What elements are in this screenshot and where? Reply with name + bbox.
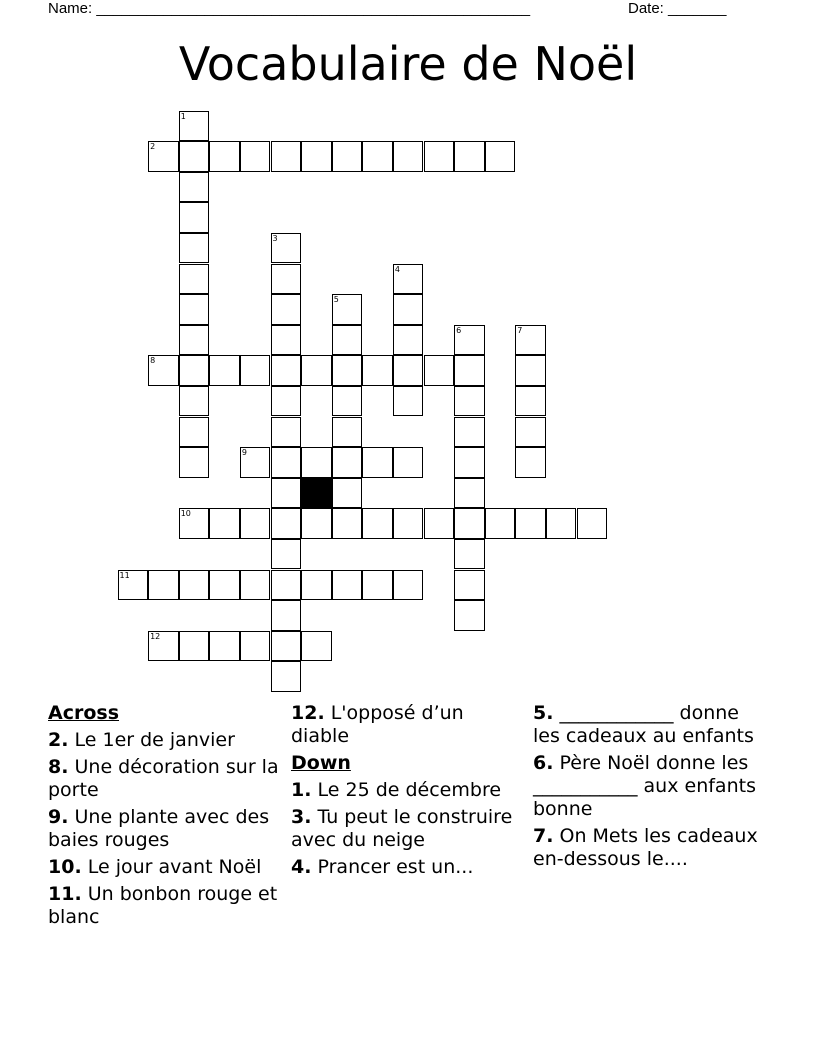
grid-cell[interactable]: [332, 508, 363, 539]
clue-down-1: [291, 779, 523, 802]
grid-cell[interactable]: [271, 508, 302, 539]
clue-number: 9.: [48, 806, 69, 828]
grid-cell[interactable]: [393, 294, 424, 325]
grid-cell[interactable]: [424, 141, 455, 172]
clues-column-1: [48, 702, 280, 933]
grid-cell[interactable]: [393, 570, 424, 601]
clue-number-label: 1: [180, 111, 186, 121]
grid-block: [301, 478, 332, 509]
grid-cell[interactable]: [454, 325, 485, 356]
clue-number-label: 5: [333, 295, 339, 305]
grid-cell[interactable]: [271, 447, 302, 478]
grid-cell[interactable]: [546, 508, 577, 539]
clue-text: Père Noël donne les ___________ aux enfants bonne: [533, 752, 756, 820]
clue-number: 12.: [291, 702, 325, 724]
clue-number: 3.: [291, 806, 312, 828]
grid-cell[interactable]: [454, 478, 485, 509]
grid-cell[interactable]: [332, 325, 363, 356]
grid-cell[interactable]: [454, 447, 485, 478]
clue-number: 11.: [48, 883, 82, 905]
grid-cell[interactable]: [271, 386, 302, 417]
grid-cell[interactable]: [515, 325, 546, 356]
grid-cell[interactable]: [301, 631, 332, 662]
grid-cell[interactable]: [271, 294, 302, 325]
grid-cell[interactable]: [454, 141, 485, 172]
grid-cell[interactable]: [271, 417, 302, 448]
grid-cell[interactable]: [271, 539, 302, 570]
grid-cell[interactable]: [515, 355, 546, 386]
clue-number: 7.: [533, 825, 554, 847]
grid-cell[interactable]: [271, 233, 302, 264]
grid-cell[interactable]: [393, 325, 424, 356]
grid-cell[interactable]: [271, 478, 302, 509]
clue-text: L'opposé d’un diable: [291, 702, 464, 747]
grid-cell[interactable]: [271, 355, 302, 386]
grid-cell[interactable]: [301, 570, 332, 601]
clue-text: Le jour avant Noël: [87, 856, 262, 878]
grid-cell[interactable]: [393, 355, 424, 386]
grid-cell[interactable]: [393, 264, 424, 295]
clue-number-label: 3: [272, 233, 278, 243]
clue-across-12: [291, 702, 523, 748]
grid-cell[interactable]: [485, 141, 516, 172]
grid-cell[interactable]: [362, 508, 393, 539]
grid-cell[interactable]: [515, 386, 546, 417]
grid-cell[interactable]: [362, 447, 393, 478]
grid-cell[interactable]: [454, 600, 485, 631]
clue-number-label: 6: [456, 325, 462, 335]
grid-cell[interactable]: [577, 508, 608, 539]
grid-cell[interactable]: [179, 325, 210, 356]
grid-cell[interactable]: [454, 570, 485, 601]
grid-cell[interactable]: [393, 447, 424, 478]
grid-cell[interactable]: [271, 631, 302, 662]
grid-cell[interactable]: [271, 570, 302, 601]
grid-cell[interactable]: [179, 386, 210, 417]
clue-text: Tu peut le construire avec du neige: [291, 806, 513, 851]
down-heading: Down: [291, 752, 351, 774]
grid-cell[interactable]: [301, 141, 332, 172]
clue-text: Une décoration sur la porte: [48, 756, 279, 801]
grid-cell[interactable]: [271, 264, 302, 295]
clue-number: 5.: [533, 702, 554, 724]
grid-cell[interactable]: [362, 141, 393, 172]
date-field-label[interactable]: Date: _______: [628, 0, 727, 17]
grid-cell[interactable]: [179, 141, 210, 172]
clue-number-label: 8: [150, 356, 156, 366]
grid-cell[interactable]: [209, 508, 240, 539]
clue-number: 8.: [48, 756, 69, 778]
across-heading: Across: [48, 702, 120, 724]
grid-cell[interactable]: [179, 447, 210, 478]
clue-number: 6.: [533, 752, 554, 774]
clue-number-label: 2: [150, 142, 156, 152]
grid-cell[interactable]: [301, 355, 332, 386]
grid-cell[interactable]: [209, 355, 240, 386]
grid-cell[interactable]: [393, 141, 424, 172]
grid-cell[interactable]: [179, 508, 210, 539]
clue-across-8: [48, 756, 280, 802]
grid-cell[interactable]: [271, 141, 302, 172]
grid-cell[interactable]: [301, 447, 332, 478]
clue-across-9: [48, 806, 280, 852]
grid-cell[interactable]: [332, 141, 363, 172]
grid-cell[interactable]: [179, 202, 210, 233]
grid-cell[interactable]: [179, 264, 210, 295]
grid-cell[interactable]: [332, 417, 363, 448]
grid-cell[interactable]: [240, 631, 271, 662]
grid-cell[interactable]: [209, 570, 240, 601]
clue-across-11: [48, 883, 280, 929]
grid-cell[interactable]: [485, 508, 516, 539]
clue-number: 2.: [48, 729, 69, 751]
clues-section: [0, 702, 816, 1002]
grid-cell[interactable]: [179, 111, 210, 142]
grid-cell[interactable]: [332, 355, 363, 386]
grid-cell[interactable]: [454, 386, 485, 417]
clue-down-5: [533, 702, 765, 748]
grid-cell[interactable]: [454, 417, 485, 448]
clue-number: 1.: [291, 779, 312, 801]
clue-number-label: 11: [119, 570, 130, 580]
grid-cell[interactable]: [362, 570, 393, 601]
grid-cell[interactable]: [118, 570, 149, 601]
grid-cell[interactable]: [179, 417, 210, 448]
grid-cell[interactable]: [332, 294, 363, 325]
grid-cell[interactable]: [209, 631, 240, 662]
grid-cell[interactable]: [240, 141, 271, 172]
grid-cell[interactable]: [271, 661, 302, 692]
clue-number-label: 7: [517, 325, 523, 335]
clue-text: Une plante avec des baies rouges: [48, 806, 270, 851]
clue-number-label: 4: [394, 264, 400, 274]
page-title: Vocabulaire de Noël: [178, 37, 638, 91]
grid-cell[interactable]: [424, 355, 455, 386]
grid-cell[interactable]: [240, 447, 271, 478]
clues-column-2: [291, 702, 523, 883]
grid-cell[interactable]: [148, 631, 179, 662]
clue-down-3: [291, 806, 523, 852]
grid-cell[interactable]: [454, 355, 485, 386]
clue-number: 10.: [48, 856, 82, 878]
clue-text: Le 25 de décembre: [317, 779, 502, 801]
grid-cell[interactable]: [148, 141, 179, 172]
grid-cell[interactable]: [179, 233, 210, 264]
grid-cell[interactable]: [454, 539, 485, 570]
clue-text: Un bonbon rouge et blanc: [48, 883, 278, 928]
grid-cell[interactable]: [179, 631, 210, 662]
clue-number: 4.: [291, 856, 312, 878]
grid-cell[interactable]: [148, 355, 179, 386]
grid-cell[interactable]: [424, 508, 455, 539]
grid-cell[interactable]: [179, 294, 210, 325]
grid-cell[interactable]: [240, 355, 271, 386]
clue-number-label: 12: [150, 631, 161, 641]
grid-cell[interactable]: [332, 570, 363, 601]
name-field-label[interactable]: Name: ____________________________________________________: [48, 0, 531, 17]
clue-down-6: [533, 752, 765, 821]
clue-number-label: 10: [180, 509, 191, 519]
clue-text: Prancer est un...: [317, 856, 474, 878]
grid-cell[interactable]: [271, 600, 302, 631]
grid-cell[interactable]: [362, 355, 393, 386]
clue-number-label: 9: [241, 448, 247, 458]
grid-cell[interactable]: [179, 172, 210, 203]
grid-cell[interactable]: [454, 508, 485, 539]
grid-cell[interactable]: [148, 570, 179, 601]
clue-across-10: [48, 856, 280, 879]
clue-down-4: [291, 856, 523, 879]
clues-column-3: [533, 702, 765, 875]
clue-across-2: [48, 729, 280, 752]
grid-cell[interactable]: [332, 386, 363, 417]
grid-cell[interactable]: [332, 478, 363, 509]
grid-cell[interactable]: [393, 508, 424, 539]
grid-cell[interactable]: [301, 508, 332, 539]
clue-text: ____________ donne les cadeaux au enfants: [533, 702, 754, 747]
clue-text: On Mets les cadeaux en-dessous le....: [533, 825, 758, 870]
grid-cell[interactable]: [179, 570, 210, 601]
clue-text: Le 1er de janvier: [74, 729, 235, 751]
grid-cell[interactable]: [515, 417, 546, 448]
clue-down-7: [533, 825, 765, 871]
grid-cell[interactable]: [240, 508, 271, 539]
grid-cell[interactable]: [179, 355, 210, 386]
grid-cell[interactable]: [393, 386, 424, 417]
grid-cell[interactable]: [240, 570, 271, 601]
grid-cell[interactable]: [209, 141, 240, 172]
grid-cell[interactable]: [515, 508, 546, 539]
grid-cell[interactable]: [515, 447, 546, 478]
grid-cell[interactable]: [271, 325, 302, 356]
grid-cell[interactable]: [332, 447, 363, 478]
